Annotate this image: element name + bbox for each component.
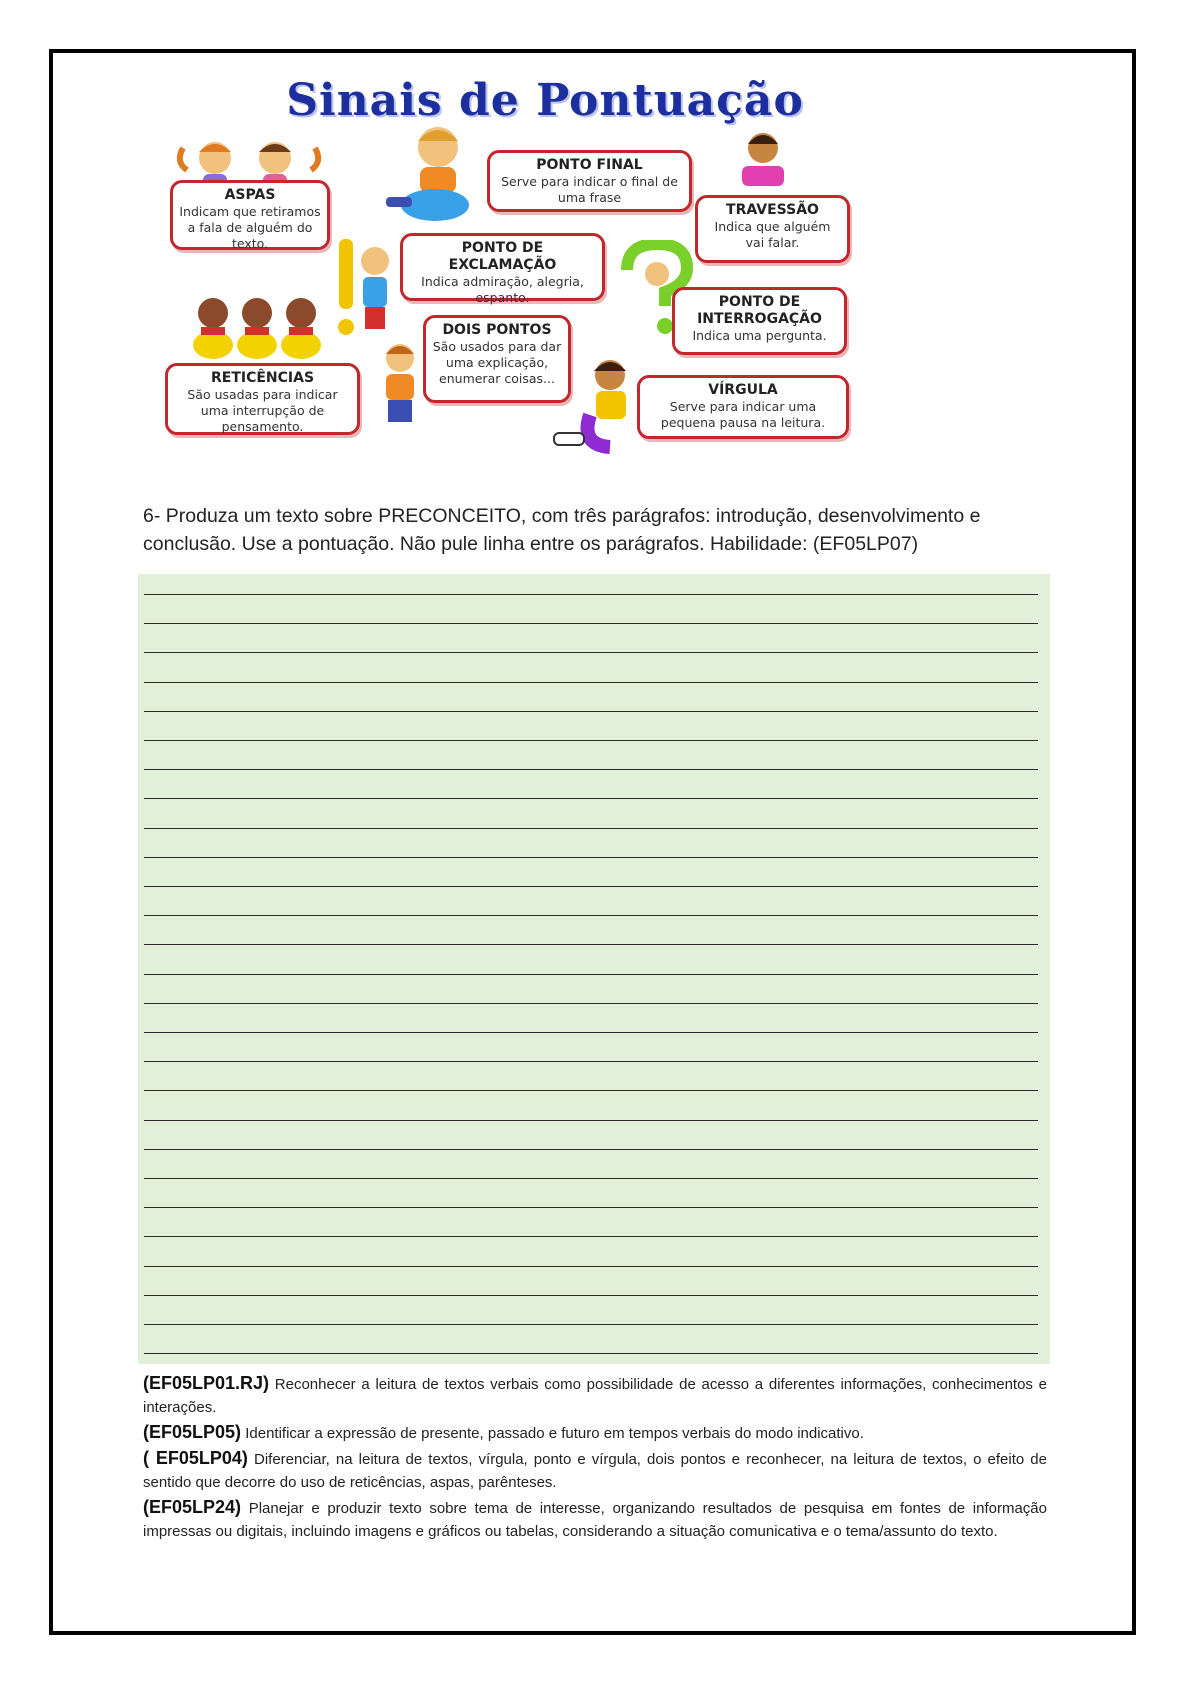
kid-ball-illustration <box>380 123 490 223</box>
card-exclamacao <box>400 233 605 305</box>
card-ponto-final <box>487 150 692 212</box>
card-virgula <box>637 375 849 439</box>
skill-item <box>143 1447 1047 1494</box>
card-aspas-title: ASPAS <box>224 187 276 203</box>
writing-line[interactable] <box>144 1236 1038 1237</box>
writing-line[interactable] <box>144 915 1038 916</box>
writing-line[interactable] <box>144 1090 1038 1091</box>
kid-travessao-illustration <box>728 130 798 196</box>
card-virgula-desc: Serve para indicar uma pequena pausa na leitura. <box>660 399 826 430</box>
writing-line[interactable] <box>144 886 1038 887</box>
card-reticencias-title: RETICÊNCIAS <box>210 370 315 386</box>
writing-line[interactable] <box>144 711 1038 712</box>
skill-code: (EF05LP05) <box>143 1422 242 1442</box>
card-reticencias-desc: São usadas para indicar uma interrupção de pensamento. <box>187 387 338 434</box>
kids-reticencias-illustration <box>175 293 345 363</box>
skill-code: ( EF05LP04) <box>143 1448 248 1468</box>
punctuation-poster <box>175 75 915 480</box>
card-dois-pontos-title: DOIS PONTOS <box>442 322 552 338</box>
card-interrogacao-desc: Indica uma pergunta. <box>692 328 827 343</box>
writing-line[interactable] <box>144 1003 1038 1004</box>
writing-line[interactable] <box>144 1324 1038 1325</box>
card-aspas <box>170 180 330 250</box>
writing-line[interactable] <box>144 1149 1038 1150</box>
card-interrogacao <box>672 287 847 355</box>
writing-line[interactable] <box>144 1178 1038 1179</box>
writing-line[interactable] <box>144 1266 1038 1267</box>
skill-text: Planejar e produzir texto sobre tema de interesse, organizando resultados de pesquisa em fontes de informação impressas ou digitais, incluindo imagens e gráficos ou tabelas, considerando a situação comunicativa e o tema/assunto do texto. <box>143 1500 1047 1540</box>
skill-text: Identificar a expressão de presente, passado e futuro em tempos verbais do modo indicativo. <box>245 1425 864 1442</box>
card-travessao <box>695 195 850 263</box>
writing-line[interactable] <box>144 594 1038 595</box>
writing-line[interactable] <box>144 828 1038 829</box>
skill-item <box>143 1421 1047 1445</box>
writing-line[interactable] <box>144 1207 1038 1208</box>
skill-text: Reconhecer a leitura de textos verbais como possibilidade de acesso a diferentes informações, conhecimentos e interações. <box>143 1376 1048 1416</box>
card-travessao-title: TRAVESSÃO <box>726 202 819 218</box>
skill-text: Diferenciar, na leitura de textos, vírgula, ponto e vírgula, dois pontos e reconhecer, na leitura de textos, o efeito de sentido que decorre do uso de reticências, aspas, parênteses. <box>143 1451 1047 1491</box>
writing-line[interactable] <box>144 1353 1038 1354</box>
writing-area[interactable] <box>138 574 1050 1364</box>
card-dois-pontos <box>423 315 571 403</box>
writing-line[interactable] <box>144 1061 1038 1062</box>
kid-dois-pontos-illustration <box>370 340 430 440</box>
card-interrogacao-title: PONTO DE INTERROGAÇÃO <box>697 294 822 327</box>
card-exclamacao-desc: Indica admiração, alegria, espanto. <box>421 274 584 305</box>
writing-line[interactable] <box>144 857 1038 858</box>
card-ponto-final-desc: Serve para indicar o final de uma frase <box>501 174 678 205</box>
card-aspas-desc: Indicam que retiramos a fala de alguém do texto. <box>179 204 321 251</box>
writing-line[interactable] <box>144 798 1038 799</box>
poster-title: Sinais de Pontuação <box>286 75 804 126</box>
writing-line[interactable] <box>144 623 1038 624</box>
card-virgula-title: VÍRGULA <box>708 382 778 398</box>
skills-list <box>143 1372 1047 1545</box>
card-dois-pontos-desc: São usados para dar uma explicação, enumerar coisas... <box>432 339 562 386</box>
card-exclamacao-title: PONTO DE EXCLAMAÇÃO <box>448 240 557 273</box>
skill-item <box>143 1496 1047 1543</box>
writing-line[interactable] <box>144 974 1038 975</box>
writing-line[interactable] <box>144 769 1038 770</box>
card-reticencias <box>165 363 360 435</box>
card-travessao-desc: Indica que alguém vai falar. <box>714 219 831 250</box>
writing-line[interactable] <box>144 944 1038 945</box>
skill-code: (EF05LP01.RJ) <box>143 1373 270 1393</box>
writing-line[interactable] <box>144 1120 1038 1121</box>
writing-line[interactable] <box>144 1032 1038 1033</box>
card-ponto-final-title: PONTO FINAL <box>536 157 643 173</box>
writing-line[interactable] <box>144 652 1038 653</box>
skill-code: (EF05LP24) <box>143 1497 242 1517</box>
skill-item <box>143 1372 1047 1419</box>
writing-line[interactable] <box>144 682 1038 683</box>
writing-line[interactable] <box>144 740 1038 741</box>
writing-line[interactable] <box>144 1295 1038 1296</box>
task-instructions: 6- Produza um texto sobre PRECONCEITO, com três parágrafos: introdução, desenvolvimento e conclusão. Use a pontuação. Não pule linha entre os parágrafos. Habilidade: (EF05LP07) <box>143 505 981 555</box>
